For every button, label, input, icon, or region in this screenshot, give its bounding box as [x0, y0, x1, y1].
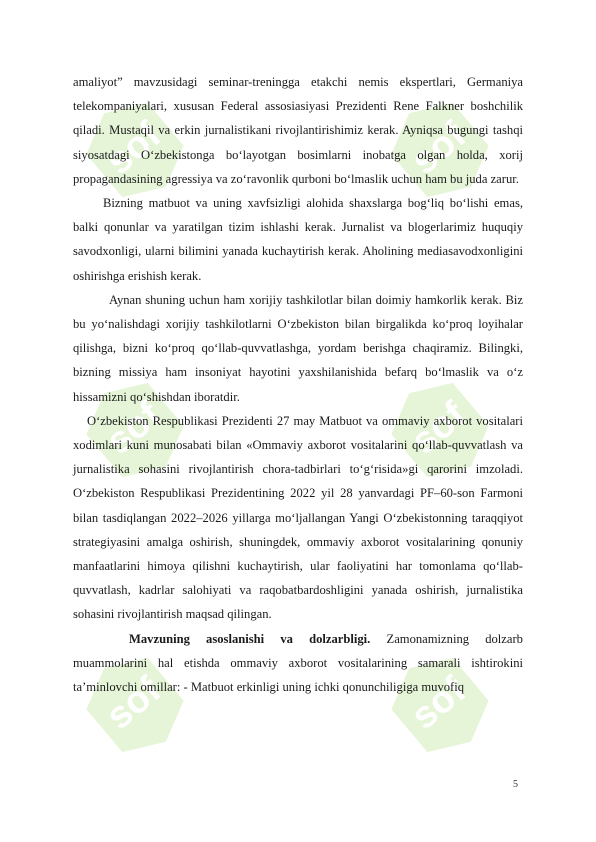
paragraph: amaliyot” mavzusidagi seminar-treningga etakchi nemis ekspertlari, Germaniya telekompaniyalari, xususan Federal assosiasiyasi Prezidenti Rene Falkner boshchilik qiladi. Mustaqil va erkin jurnalistikani rivojlantirishimiz kerak. Ayniqsa bugungi tashqi siyosatdagi O‘zbekistonga bo‘layotgan bosimlarni inobatga olgan holda, xorij propagandasining agressiya va zo‘ravonlik qurboni bo‘lmaslik uchun ham bu juda zarur. — [73, 75, 523, 186]
svg-text:sof: sof — [98, 669, 170, 738]
section-heading: Mavzuning asoslanishi va dolzarbligi. — [129, 631, 371, 646]
svg-text:sof: sof — [403, 394, 475, 463]
svg-text:sof: sof — [98, 394, 170, 463]
svg-text:sof: sof — [403, 114, 475, 183]
svg-text:sof: sof — [403, 669, 475, 738]
body-text — [73, 70, 523, 699]
paragraph: Bizning matbuot va uning xavfsizligi alohida shaxslarga bog‘liq bo‘lishi emas, balki qonunlar va yaratilgan tizim ishlashi kerak. Jurnalist va blogerlarimiz huquqiy savodxonligi, ularni bilimini yanada kuchaytirish kerak. Aholining mediasavodxonligini oshirishga erishish kerak. — [73, 196, 523, 283]
paragraph — [73, 627, 523, 700]
svg-text:sof: sof — [98, 114, 170, 183]
paragraph: O‘zbekiston Respublikasi Prezidenti 27 may Matbuot va ommaviy axborot vositalari xodimlari kuni munosabati bilan «Ommaviy axborot vositalarini qo‘llab-quvvatlash va jurnalistika sohasini rivojlantirish chora-tadbirlari to‘g‘risida»gi qarorini imzoladi. O‘zbekiston Respublikasi Prezidentining 2022 yil 28 yanvardagi PF–60-son Farmoni bilan tasdiqlangan 2022–2026 yillarga mo‘ljallangan Yangi O‘zbekistonning taraqqiyot strategiyasini amalga oshirish, shuningdek, ommaviy axborot vositalarining qonuniy manfaatlarini himoya qilishni kuchaytirish, ular faoliyatini har tomonlama qo‘llab-quvvatlash, kadrlar salohiyati va raqobatbardoshligini yanada oshirish, jurnalistika sohasini rivojlantirish maqsad qilingan. — [73, 413, 523, 622]
paragraph-text: Zamonamizning dolzarb muammolarini hal etishda ommaviy axborot vositalarining samarali ishtirokini ta’minlovchi omillar: - Matbuot erkinligi uning ichki qonunchiligiga muvofiq — [73, 631, 523, 695]
paragraph: Aynan shuning uchun ham xorijiy tashkilotlar bilan doimiy hamkorlik kerak. Biz bu yo‘nalishdagi xorijiy tashkilotlarni O‘zbekiston bilan birgalikda ko‘proq loyihalar qilishga, bizni ko‘proq qo‘llab-quvvatlashga, yordam berishga chaqiramiz. Bilingki, bizning missiya ham insoniyat hayotini yaxshilanishida befarq bo‘lmaslik va o‘z hissamizni qo‘shishdan iboratdir. — [73, 292, 523, 404]
page-number: 5 — [513, 779, 518, 790]
